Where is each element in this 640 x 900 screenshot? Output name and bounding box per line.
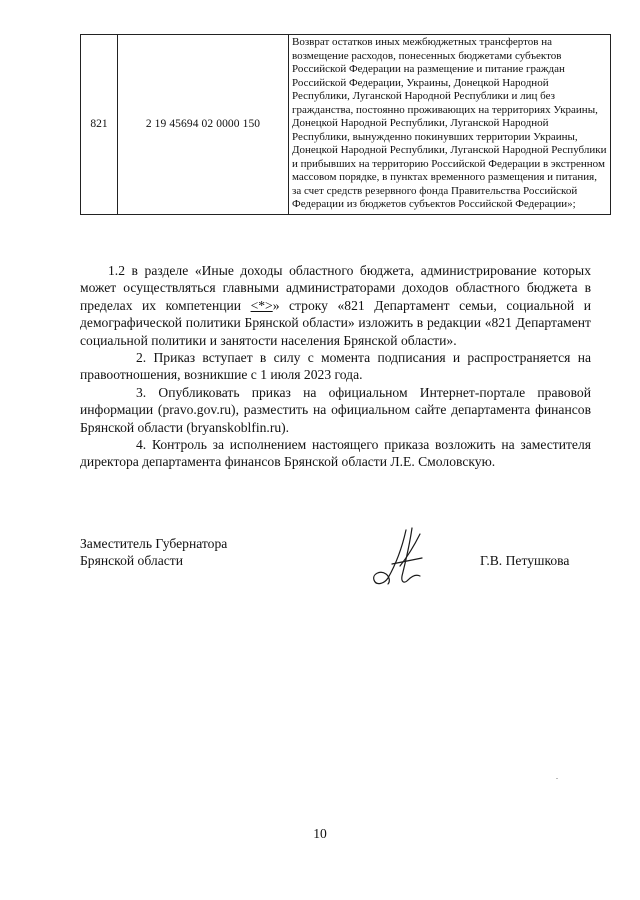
admin-code-cell: 821 <box>81 35 118 215</box>
paragraph-3-number: 3. <box>136 384 147 400</box>
table-row <box>81 35 611 215</box>
handwritten-signature-icon <box>362 520 442 600</box>
paragraph-2-number: 2. <box>136 350 147 366</box>
description-cell: Возврат остатков иных межбюджетных трансфертов на возмещение расходов, понесенных бюджетами субъектов Российской Федерации на размещение и питание граждан Российской Федерации, Украины, Донецкой Народной Республики, Луганской Народной Республики и лиц без гражданства, постоянно проживающих на территориях Украины, Донецкой Народной Республики, Луганской Народной Республики, вынужденно покинувших территории Украины, Донецкой Народной Республики, Луганской Народной Республики и прибывших на территорию Российской Федерации в экстренном массовом порядке, в пунктах временного размещения и питания, за счет средств резервного фонда Правительства Российской Федерации из бюджетов субъектов Российской Федерации»; <box>289 35 611 215</box>
signatory-name: Г.В. Петушкова <box>480 553 570 568</box>
paragraph-2-text: Приказ вступает в силу с момента подписания и распространяется на правоотношения, возникшие с 1 июля 2023 года. <box>80 350 591 383</box>
paragraph-1-2 <box>80 262 591 349</box>
position-line-2: Брянской области <box>80 553 183 569</box>
scan-speck <box>556 778 558 779</box>
paragraph-4-number: 4. <box>136 437 147 453</box>
order-text <box>80 262 591 471</box>
signatory-position <box>80 535 310 570</box>
footnote-link[interactable]: <*> <box>250 297 273 313</box>
paragraph-4-text: Контроль за исполнением настоящего приказа возложить на заместителя директора департамента финансов Брянской области Л.Е. Смоловскую. <box>80 437 591 470</box>
position-line-1: Заместитель Губернатора <box>80 536 228 551</box>
kbk-code-cell: 2 19 45694 02 0000 150 <box>118 35 289 215</box>
budget-table <box>80 34 611 215</box>
paragraph-1-2-text-a: 1.2 в разделе «Иные доходы областного бюджета, администрирование которых может осуществляться главными администраторами доходов областного бюджета в пределах их компетенции <box>80 263 591 313</box>
paragraph-2 <box>80 349 591 384</box>
paragraph-3-text: Опубликовать приказ на официальном Интернет-портале правовой информации (pravo.gov.ru), разместить на официальном сайте департамента финансов Брянской области (bryanskoblfin.ru). <box>80 384 591 435</box>
paragraph-1-2-text-b: » строку «821 Департамент семьи, социальной и демографической политики Брянской области» изложить в редакции «821 Департамент социальной политики и занятости населения Брянской области». <box>80 297 591 348</box>
paragraph-4 <box>80 436 591 471</box>
paragraph-3 <box>80 384 591 436</box>
page-number: 10 <box>313 826 327 841</box>
